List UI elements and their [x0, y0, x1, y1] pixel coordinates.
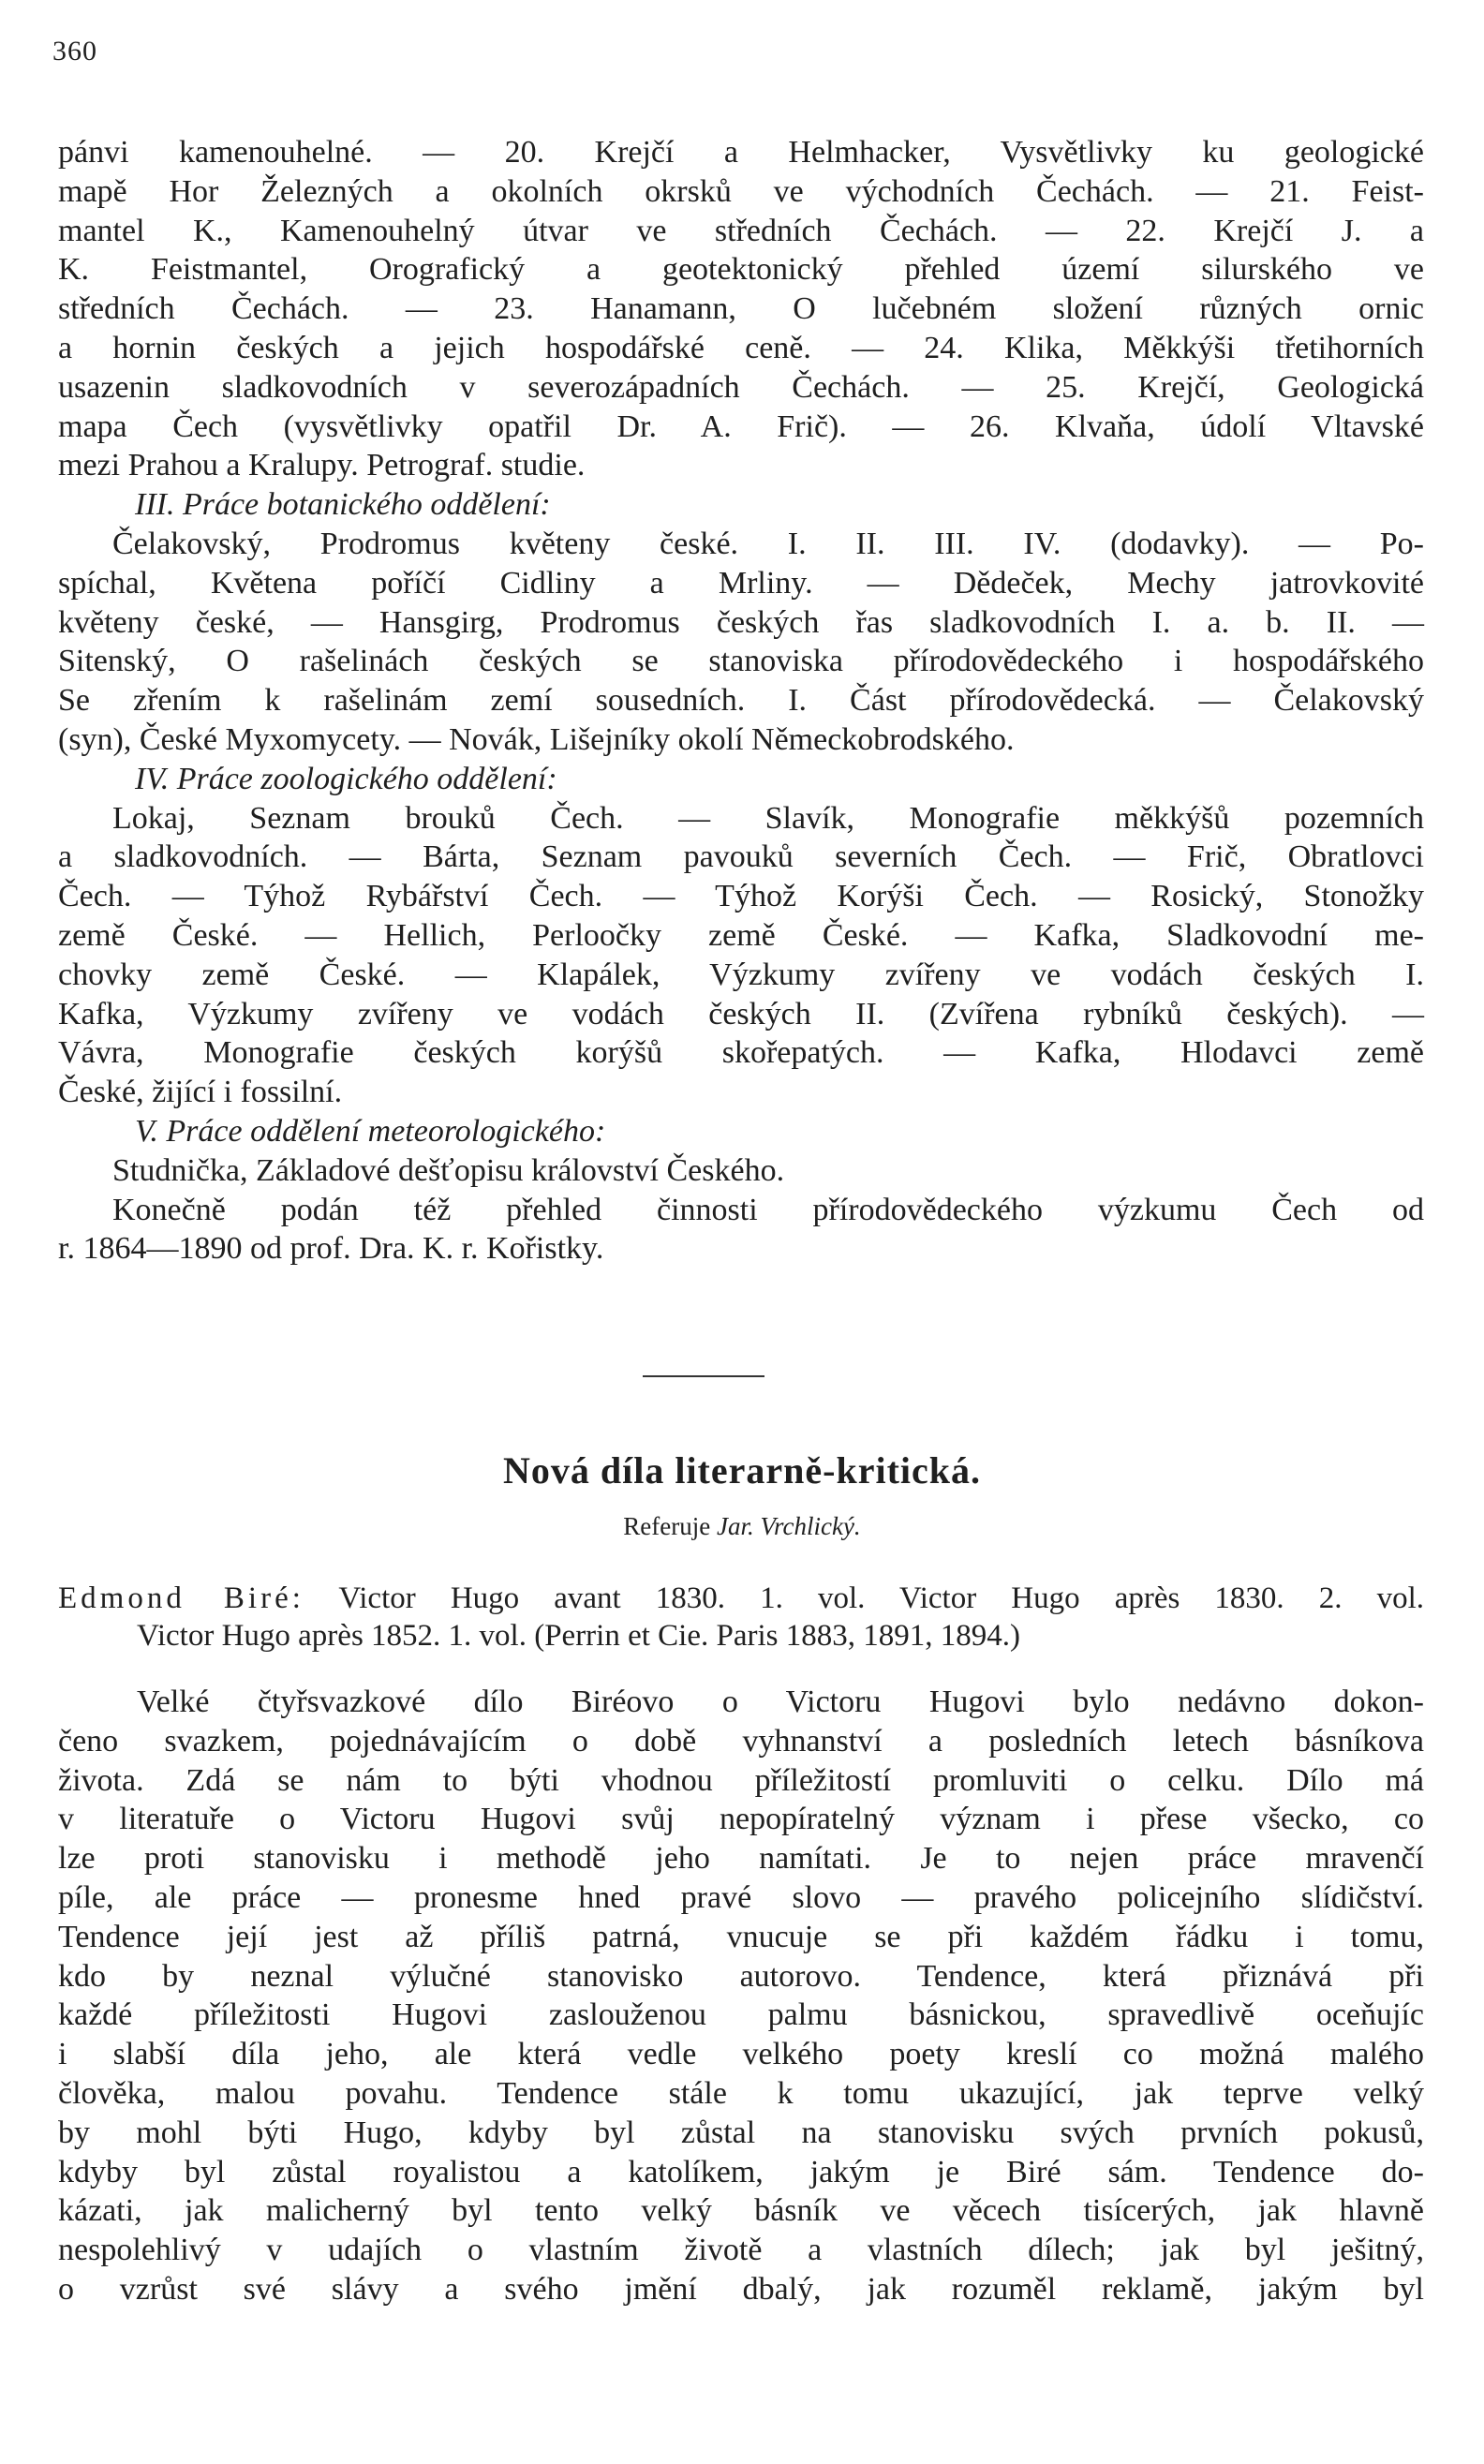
text-line: mezi Prahou a Kralupy. Petrograf. studie. — [58, 448, 586, 483]
biblio-line — [58, 1580, 1424, 1617]
text-line: Lokaj, Seznam brouků Čech. — Slavík, Monografie měkkýšů pozemních — [112, 800, 1424, 836]
text-line: Sitenský, O rašelinách českých se stanoviska přírodovědeckého i hospodářského — [58, 644, 1424, 679]
text-line: mapě Hor Železných a okolních okrsků ve východních Čechách. — 21. Feist- — [58, 173, 1424, 209]
review-line: píle, ale práce — pronesme hned pravé slovo — pravého policejního slídičství. — [58, 1879, 1424, 1915]
review-line: lze proti stanovisku i methodě jeho namítati. Je to nejen práce mravenčí — [58, 1841, 1424, 1877]
text-line: (syn), České Myxomycety. — Novák, Lišejníky okolí Německobrodského. — [58, 721, 1015, 757]
biblio-titles: Victor Hugo avant 1830. 1. vol. Victor Hugo après 1830. 2. vol. — [338, 1581, 1425, 1615]
byline-author: Jar. Vrchlický. — [717, 1512, 861, 1540]
section-heading-botany: III. Práce botanického oddělení: — [135, 487, 551, 523]
text-line: Čelakovský, Prodromus květeny české. I. II. III. IV. (dodavky). — Po- — [112, 526, 1424, 561]
review-line: čeno svazkem, pojednávajícím o době vyhnanství a posledních letech básníkova — [58, 1723, 1424, 1759]
page-number: 360 — [52, 36, 97, 67]
article-title: Nová díla literarně-kritická. — [502, 1449, 982, 1492]
byline — [0, 1512, 1484, 1541]
review-line: i slabší díla jeho, ale která vedle velkého poety kreslí co možná malého — [58, 2037, 1424, 2072]
text-line: Vávra, Monografie českých korýšů skořepatých. — Kafka, Hlodavci země — [58, 1035, 1424, 1071]
text-line: květeny české, — Hansgirg, Prodromus českých řas sladkovodních I. a. b. II. — — [58, 604, 1424, 640]
section-heading-meteorology: V. Práce oddělení meteorologického: — [135, 1113, 606, 1149]
bibliographic-entry — [58, 1580, 1424, 1655]
text-line: Konečně podán též přehled činnosti přírodovědeckého výzkumu Čech od — [112, 1192, 1424, 1227]
text-line: pánvi kamenouhelné. — 20. Krejčí a Helmhacker, Vysvětlivky ku geologické — [58, 135, 1424, 170]
review-line: Tendence její jest až příliš patrná, vnucuje se při každém řádku i tomu, — [58, 1919, 1424, 1954]
section-divider — [643, 1375, 764, 1377]
review-line: v literatuře o Victoru Hugovi svůj nepopíratelný význam i přese všecko, co — [58, 1802, 1424, 1837]
review-line: kdyby byl zůstal royalistou a katolíkem, jakým je Biré sám. Tendence do- — [58, 2154, 1424, 2189]
text-line: chovky země České. — Klapálek, Výzkumy zvířeny ve vodách českých I. — [58, 957, 1424, 992]
text-line: České, žijící i fossilní. — [58, 1075, 343, 1110]
biblio-line: Victor Hugo après 1852. 1. vol. (Perrin et Cie. Paris 1883, 1891, 1894.) — [137, 1619, 1020, 1653]
text-line: K. Feistmantel, Orografický a geotektonický přehled území silurského ve — [58, 252, 1424, 288]
review-line: by mohl býti Hugo, kdyby byl zůstal na stanovisku svých prvních pokusů, — [58, 2115, 1424, 2150]
text-line: a sladkovodních. — Bárta, Seznam pavouků severních Čech. — Frič, Obratlovci — [58, 839, 1424, 875]
text-line: středních Čechách. — 23. Hanamann, O lučebném složení různých ornic — [58, 291, 1424, 327]
upper-text-block — [58, 133, 1424, 1269]
review-line: člověka, malou povahu. Tendence stále k tomu ukazující, jak teprve velký — [58, 2075, 1424, 2111]
review-line: nespolehlivý v udajích o vlastním životě a vlastních dílech; jak byl ješitný, — [58, 2233, 1424, 2268]
text-line: mapa Čech (vysvětlivky opatřil Dr. A. Frič). — 26. Klvaňa, údolí Vltavské — [58, 408, 1424, 444]
section-heading-zoology: IV. Práce zoologického oddělení: — [135, 761, 557, 796]
text-line: Čech. — Týhož Rybářství Čech. — Týhož Korýši Čech. — Rosický, Stonožky — [58, 879, 1424, 914]
text-line: Kafka, Výzkumy zvířeny ve vodách českých II. (Zvířena rybníků českých). — — [58, 996, 1424, 1032]
review-line: o vzrůst své slávy a svého jmění dbalý, jak rozuměl reklamě, jakým byl — [58, 2271, 1424, 2307]
text-line: země České. — Hellich, Perloočky země České. — Kafka, Sladkovodní me- — [58, 917, 1424, 953]
text-line: r. 1864—1890 od prof. Dra. K. r. Kořistky. — [58, 1231, 604, 1267]
text-line: Se zřením k rašelinám zemí sousedních. I. Část přírodovědecká. — Čelakovský — [58, 683, 1424, 719]
text-line: spíchal, Květena poříčí Cidliny a Mrliny. — Dědeček, Mechy jatrovkovité — [58, 565, 1424, 601]
review-line: kdo by neznal výlučné stanovisko autorovo. Tendence, která přiznává při — [58, 1958, 1424, 1994]
byline-prefix: Referuje — [623, 1512, 711, 1540]
review-line: Velké čtyřsvazkové dílo Biréovo o Victoru Hugovi bylo nedávno dokon- — [137, 1685, 1424, 1719]
review-line: života. Zdá se nám to býti vhodnou příležitostí promluviti o celku. Dílo má — [58, 1762, 1424, 1798]
text-line: usazenin sladkovodních v severozápadních Čechách. — 25. Krejčí, Geologická — [58, 369, 1424, 405]
text-line: a hornin českých a jejich hospodářské ceně. — 24. Klika, Měkkýši třetihorních — [58, 330, 1424, 365]
review-line: každé příležitosti Hugovi zaslouženou palmu básnickou, spravedlivě oceňujíc — [58, 1997, 1424, 2033]
review-line: kázati, jak malicherný byl tento velký básník ve věcech tisícerých, jak hlavně — [58, 2193, 1424, 2229]
text-line: Studnička, Základové dešťopisu království Českého. — [112, 1152, 785, 1188]
biblio-author: Edmond Biré: — [58, 1581, 304, 1615]
review-text — [58, 1683, 1424, 2309]
text-line: mantel K., Kamenouhelný útvar ve středních Čechách. — 22. Krejčí J. a — [58, 213, 1424, 248]
